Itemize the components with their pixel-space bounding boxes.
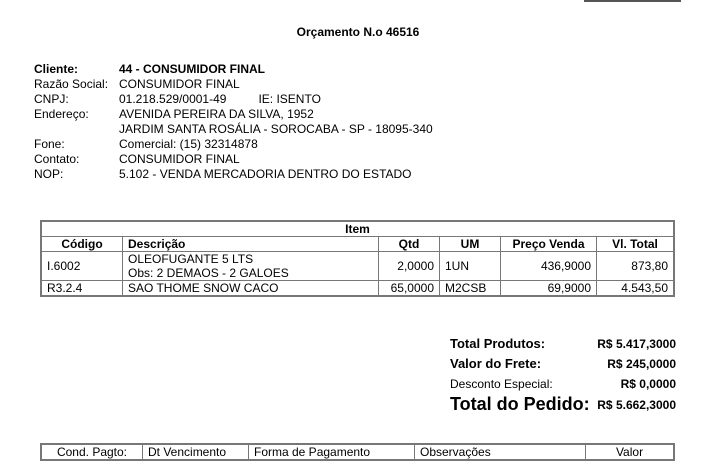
total-pedido-row [450, 391, 676, 415]
razao-label: Razão Social: [34, 77, 109, 91]
phone-row [34, 137, 433, 152]
cell-um: 1UN [440, 252, 501, 281]
col-preco: Preço Venda [501, 237, 597, 252]
total-pedido-label: Total do Pedido: [450, 394, 590, 414]
address-label: Endereço: [34, 107, 89, 121]
nop-value: 5.102 - VENDA MERCADORIA DENTRO DO ESTADO [119, 167, 412, 181]
col-descricao: Descrição [123, 237, 379, 252]
cell-descricao [123, 252, 379, 281]
contact-row [34, 152, 433, 167]
phone-label: Fone: [34, 137, 65, 151]
frete-value: R$ 245,0000 [607, 357, 676, 371]
top-link-underline[interactable] [584, 0, 681, 2]
payment-table [40, 443, 675, 461]
cnpj-row [34, 92, 433, 107]
col-total: Vl. Total [597, 237, 675, 252]
client-info [34, 62, 433, 182]
table-row [41, 252, 674, 281]
ie-label: IE: [258, 92, 274, 106]
contact-label: Contato: [34, 152, 80, 166]
phone-value: Comercial: (15) 32314878 [119, 137, 258, 151]
nop-label: NOP: [34, 167, 64, 181]
col-codigo: Código [41, 237, 123, 252]
cell-descricao: SAO THOME SNOW CACO [123, 281, 379, 297]
address-line1: AVENIDA PEREIRA DA SILVA, 1952 [119, 107, 314, 121]
client-row [34, 62, 433, 77]
items-table [40, 220, 675, 297]
desconto-label: Desconto Especial: [450, 377, 553, 391]
cell-total: 873,80 [597, 252, 675, 281]
client-value: 44 - CONSUMIDOR FINAL [119, 62, 266, 76]
page-title: Orçamento N.o 46516 [296, 25, 420, 39]
cell-total: 4.543,50 [597, 281, 675, 297]
cnpj-value: 01.218.529/0001-49 [119, 92, 227, 106]
cell-codigo: R3.2.4 [41, 281, 123, 297]
cell-qtd: 2,0000 [379, 252, 440, 281]
item-description: OLEOFUGANTE 5 LTS [128, 252, 254, 266]
total-produtos-label: Total Produtos: [450, 336, 546, 351]
address-row [34, 107, 433, 122]
address-line2: JARDIM SANTA ROSÁLIA - SOROCABA - SP - 18095-340 [119, 122, 433, 136]
address-row-2 [34, 122, 433, 137]
cell-qtd: 65,0000 [379, 281, 440, 297]
razao-value: CONSUMIDOR FINAL [119, 77, 240, 91]
cell-codigo: I.6002 [41, 252, 123, 281]
table-row [41, 281, 674, 297]
nop-row [34, 167, 433, 182]
client-label: Cliente: [34, 62, 79, 76]
col-um: UM [440, 237, 501, 252]
col-observacoes: Observações [415, 444, 586, 460]
col-qtd: Qtd [379, 237, 440, 252]
desconto-value: R$ 0,0000 [620, 377, 676, 391]
desconto-row [450, 371, 676, 391]
col-cond-pagto: Cond. Pagto: [41, 444, 143, 460]
totals-panel [450, 331, 676, 415]
razao-row [34, 77, 433, 92]
ie-value: ISENTO [276, 92, 321, 106]
contact-value: CONSUMIDOR FINAL [119, 152, 240, 166]
total-produtos-row [450, 331, 676, 351]
cell-preco: 69,9000 [501, 281, 597, 297]
cnpj-label: CNPJ: [34, 92, 69, 106]
frete-label: Valor do Frete: [450, 356, 542, 371]
frete-row [450, 351, 676, 371]
col-valor: Valor [586, 444, 675, 460]
total-produtos-value: R$ 5.417,3000 [597, 337, 676, 351]
cell-preco: 436,9000 [501, 252, 597, 281]
items-caption: Item [41, 221, 674, 237]
total-pedido-value: R$ 5.662,3000 [597, 398, 676, 412]
item-obs: Obs: 2 DEMAOS - 2 GALOES [128, 266, 289, 280]
col-forma-pagamento: Forma de Pagamento [249, 444, 415, 460]
cell-um: M2CSB [440, 281, 501, 297]
col-dt-vencimento: Dt Vencimento [143, 444, 249, 460]
